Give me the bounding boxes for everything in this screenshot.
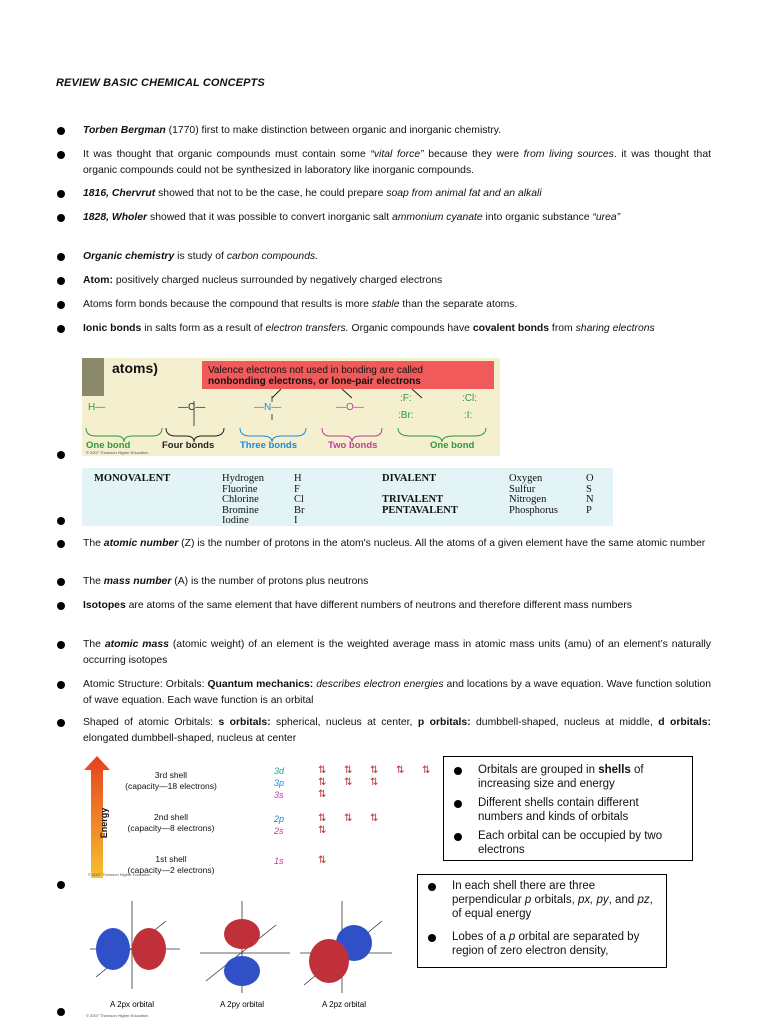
label-one-bond: One bond bbox=[86, 440, 131, 451]
label-two-bonds: Two bonds bbox=[328, 440, 378, 451]
bullet-dot bbox=[57, 681, 65, 689]
bullet-dot bbox=[57, 253, 65, 261]
subshell-label: 2p bbox=[274, 814, 285, 824]
atom-C: —C— bbox=[178, 402, 206, 413]
bullet-text: 1816, Chervrut showed that not to be the case, he could prepare soap from animal fat and an alkali bbox=[83, 188, 542, 199]
box-bullet bbox=[428, 934, 436, 942]
multivalent-names bbox=[509, 474, 558, 516]
valence-cell: Br bbox=[294, 504, 305, 516]
orbital-box: ⇅ bbox=[344, 765, 353, 776]
bullet-dot bbox=[57, 602, 65, 610]
bullet-dot bbox=[57, 151, 65, 159]
figure-credit: © 2007 Thomson Higher Education bbox=[86, 450, 149, 455]
callout-line-1: Valence electrons not used in bonding are called bbox=[208, 365, 423, 376]
pz-label: A 2pz orbital bbox=[322, 1000, 367, 1009]
orbital-box: ⇅ bbox=[318, 789, 327, 800]
bullet-text: Ionic bonds in salts form as a result of electron transfers. Organic compounds have covalent bonds from sharing electrons bbox=[83, 323, 655, 334]
trivalent-label: TRIVALENT bbox=[382, 494, 444, 505]
bullet-dot bbox=[57, 719, 65, 727]
valence-cell: Cl bbox=[294, 494, 304, 505]
orbital-box: ⇅ bbox=[370, 777, 379, 788]
shell-energy-figure bbox=[82, 756, 431, 878]
bullet-dot bbox=[57, 540, 65, 548]
orbital-box: ⇅ bbox=[318, 765, 327, 776]
valence-cell: S bbox=[586, 483, 592, 495]
bullet-dot bbox=[57, 214, 65, 222]
box-text: Each orbital can be occupied by two electrons bbox=[478, 830, 663, 856]
atom-H: H— bbox=[88, 402, 106, 413]
monovalent-label: MONOVALENT bbox=[94, 473, 171, 484]
orbital-box: ⇅ bbox=[370, 813, 379, 824]
bullet-text: Isotopes are atoms of the same element that have different numbers of neutrons and therefore different mass numbers bbox=[83, 600, 632, 611]
valence-cell: Fluorine bbox=[222, 483, 258, 495]
orbital-box: ⇅ bbox=[344, 813, 353, 824]
valence-cell: Sulfur bbox=[509, 483, 536, 495]
bullet-text: The mass number (A) is the number of protons plus neutrons bbox=[83, 576, 369, 587]
page-title: REVIEW BASIC CHEMICAL CONCEPTS bbox=[56, 77, 265, 89]
subshell-label: 3p bbox=[274, 778, 285, 788]
bullet-dot bbox=[57, 578, 65, 586]
multivalent-symbols bbox=[586, 474, 594, 516]
divalent-label: DIVALENT bbox=[382, 473, 437, 484]
bullet-dot bbox=[57, 641, 65, 649]
bullet-dot bbox=[57, 190, 65, 198]
box-text: Orbitals are grouped in shells of increasing size and energy bbox=[478, 764, 644, 790]
shell-label: 2nd shell (capacity—8 electrons) bbox=[127, 812, 215, 833]
valence-cell: O bbox=[586, 473, 594, 484]
orbital-box: ⇅ bbox=[318, 777, 327, 788]
label-four-bonds: Four bonds bbox=[162, 440, 215, 451]
orbital-box: ⇅ bbox=[370, 765, 379, 776]
box-bullet bbox=[454, 767, 462, 775]
atom-N: —N— bbox=[254, 402, 282, 413]
box-bullet bbox=[454, 833, 462, 841]
orbital-box: ⇅ bbox=[318, 813, 327, 824]
shell-credit: © 2007 Thomson Higher Education bbox=[88, 872, 151, 877]
figure-bullet bbox=[57, 1008, 65, 1016]
figure-heading: atoms) bbox=[112, 360, 158, 376]
bullet-text: Organic chemistry is study of carbon compounds. bbox=[83, 251, 319, 262]
bullet-text: 1828, Wholer showed that it was possible to convert inorganic salt ammonium cyanate into organic substance “urea” bbox=[83, 212, 621, 223]
figure-bullet bbox=[57, 881, 65, 889]
bonding-figure bbox=[82, 358, 500, 456]
orbital-box: ⇅ bbox=[318, 825, 327, 836]
valence-cell: H bbox=[294, 473, 302, 484]
atom-Br: :Br: bbox=[398, 410, 414, 421]
bullet-dot bbox=[57, 127, 65, 135]
valence-cell: Chlorine bbox=[222, 494, 259, 505]
valence-cell: Nitrogen bbox=[509, 494, 547, 505]
figure-bullet bbox=[57, 517, 65, 525]
orbital-py bbox=[200, 901, 290, 993]
orbital-box: ⇅ bbox=[396, 765, 405, 776]
bullet-text: Atom: positively charged nucleus surrounded by negatively charged electrons bbox=[83, 275, 443, 286]
bullet-text: Atoms form bonds because the compound that results is more stable than the separate atoms. bbox=[83, 299, 518, 310]
valence-cell: I bbox=[294, 515, 298, 526]
box-text: In each shell there are three perpendicular p orbitals, px, py, and pz, of equal energy bbox=[452, 880, 653, 920]
bullet-text: The atomic number (Z) is the number of protons in the atom's nucleus. All the atoms of a given element have the same atomic number bbox=[83, 538, 706, 549]
atom-Cl: :Cl: bbox=[462, 393, 477, 404]
bullet-text: Atomic Structure: Orbitals: Quantum mechanics: describes electron energies and locations by a wave equation. Wave function solution of wave equation. Each wave function is an orbital bbox=[83, 679, 711, 706]
py-label: A 2py orbital bbox=[220, 1000, 265, 1009]
label-three-bonds: Three bonds bbox=[240, 440, 298, 451]
subshell-label: 3d bbox=[274, 766, 285, 776]
atom-F: :F: bbox=[400, 393, 412, 404]
valence-cell: P bbox=[586, 504, 592, 516]
valence-cell: N bbox=[586, 494, 594, 505]
subshell-label: 3s bbox=[274, 790, 284, 800]
label-one-bond-2: One bond bbox=[430, 440, 475, 451]
orbital-credit: © 2007 Thomson Higher Education bbox=[86, 1013, 149, 1018]
p-orbitals-figure bbox=[82, 893, 400, 1018]
atom-O: —O— bbox=[336, 402, 364, 413]
energy-axis-label: Energy bbox=[99, 807, 109, 839]
px-label: A 2px orbital bbox=[110, 1000, 155, 1009]
p-orbitals-note-box bbox=[417, 874, 667, 968]
atom-I: :I: bbox=[464, 410, 473, 421]
bullet-dot bbox=[57, 301, 65, 309]
box-text: Different shells contain different numbers and kinds of orbitals bbox=[478, 797, 639, 823]
box-bullet bbox=[428, 883, 436, 891]
pentavalent-label: PENTAVALENT bbox=[382, 504, 458, 516]
subshell-label: 1s bbox=[274, 856, 284, 866]
shell-label: 3rd shell (capacity—18 electrons) bbox=[125, 770, 217, 791]
valence-cell: Hydrogen bbox=[222, 473, 264, 484]
valence-cell: Iodine bbox=[222, 515, 249, 526]
valence-table bbox=[82, 468, 613, 526]
bullet-text: Shaped of atomic Orbitals: s orbitals: spherical, nucleus at center, p orbitals: dumbbell-shaped, nucleus at middle, d orbitals: elongated dumbbell-shaped, nucleus at center bbox=[83, 717, 711, 744]
bullet-text: Torben Bergman (1770) first to make distinction between organic and inorganic chemistry. bbox=[83, 125, 502, 136]
orbital-box: ⇅ bbox=[422, 765, 431, 776]
monovalent-symbols bbox=[294, 474, 305, 527]
bullet-text: The atomic mass (atomic weight) of an element is the weighted average mass in atomic mass units (amu) of an element’s naturally occurring isotopes bbox=[83, 639, 711, 666]
orbital-pz bbox=[300, 901, 392, 993]
subshell-label: 2s bbox=[274, 826, 284, 836]
box-bullet bbox=[454, 800, 462, 808]
box-text: Lobes of a p orbital are separated by region of zero electron density, bbox=[452, 931, 640, 957]
shell-label: 1st shell (capacity—2 electrons) bbox=[127, 854, 215, 875]
bullet-dot bbox=[57, 325, 65, 333]
valence-cell: Oxygen bbox=[509, 473, 543, 484]
bullet-dot bbox=[57, 277, 65, 285]
shells-note-box bbox=[443, 756, 693, 861]
valence-cell: F bbox=[294, 483, 300, 495]
orbital-box: ⇅ bbox=[318, 855, 327, 866]
valence-cell: Phosphorus bbox=[509, 504, 559, 516]
callout-line-2: nonbonding electrons, or lone-pair electrons bbox=[208, 376, 421, 387]
valence-cell: Bromine bbox=[222, 504, 259, 516]
figure-bullet bbox=[57, 451, 65, 459]
orbital-box: ⇅ bbox=[344, 777, 353, 788]
orbital-px bbox=[90, 901, 180, 989]
monovalent-names bbox=[222, 474, 264, 527]
bullet-text: It was thought that organic compounds must contain some “vital force” because they were from living sources. it was thought that organic compounds could not be synthesized in laboratory like inorganic compounds. bbox=[83, 149, 712, 176]
